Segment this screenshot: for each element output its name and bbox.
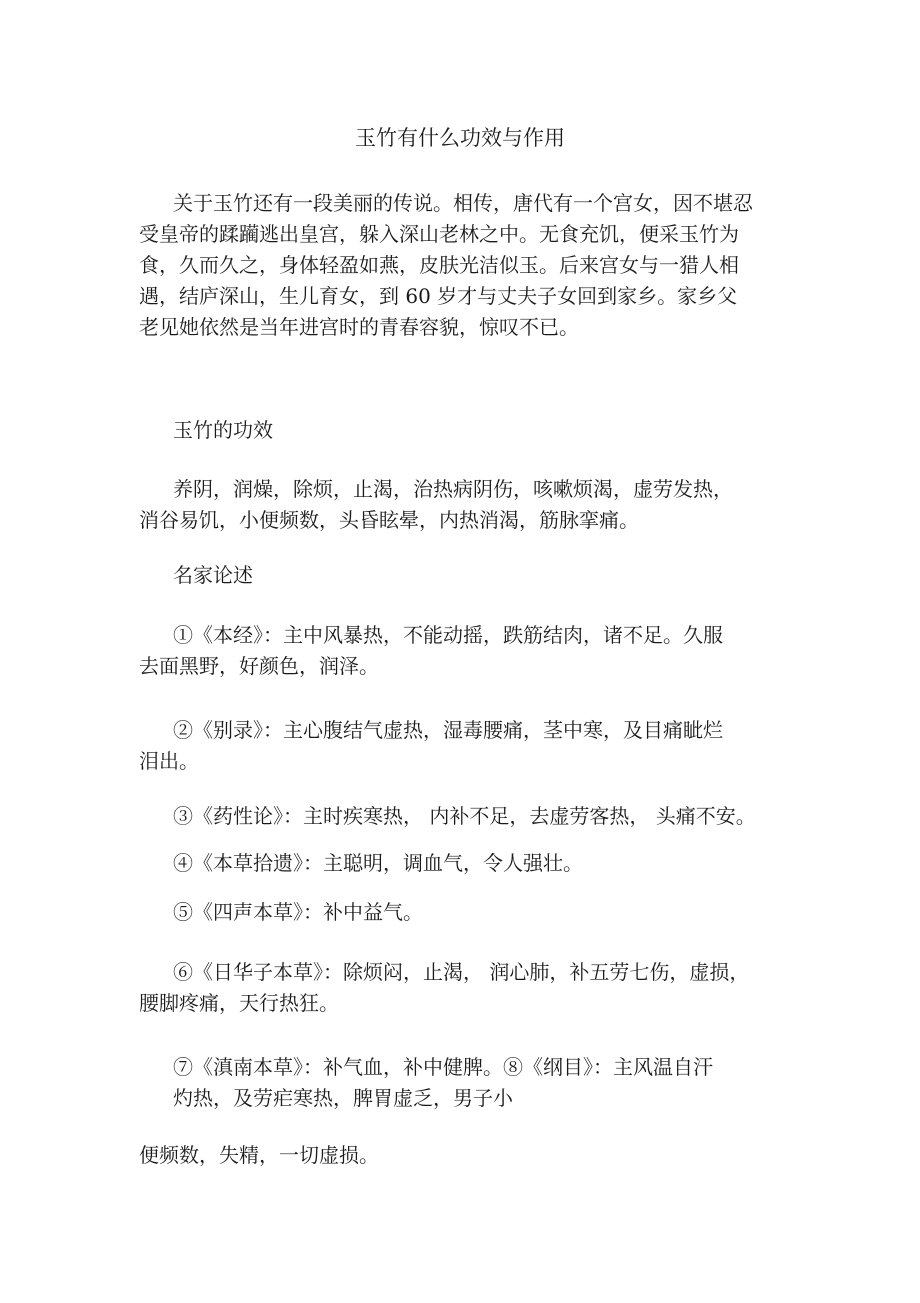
- quote-line: 便频数，失精，一切虚损。: [139, 1143, 379, 1167]
- quote-line: 泪出。: [139, 749, 199, 773]
- paragraph-line: 老见她依然是当年进宫时的青春容貌，惊叹不已。: [139, 315, 579, 339]
- quote-line: ⑦《滇南本草》：补气血，补中健脾。⑧《纲目》：主风温自汗: [173, 1055, 713, 1079]
- paragraph-line: 受皇帝的蹂躏逃出皇宫，躲入深山老林之中。无食充饥，便采玉竹为: [139, 222, 739, 246]
- quote-line: ③《药性论》：主时疾寒热， 内补不足，去虚劳客热， 头痛不安。: [173, 804, 756, 828]
- quote-line: 去面黑野，好颜色，润泽。: [139, 654, 379, 678]
- efficacy-paragraph: [139, 474, 779, 536]
- quote-line: ⑥《日华子本草》：除烦闷，止渴， 润心肺，补五劳七伤，虚损，: [173, 960, 750, 984]
- efficacy-heading: 玉竹的功效: [173, 418, 273, 442]
- quotes-heading: 名家论述: [173, 563, 253, 587]
- quote-line: 灼热，及劳疟寒热，脾胃虚乏，男子小: [173, 1086, 513, 1110]
- quote-item: [139, 715, 779, 777]
- quote-line: ⑤《四声本草》：补中益气。: [173, 900, 423, 924]
- quote-line: ④《本草拾遗》：主聪明，调血气，令人强壮。: [173, 851, 583, 875]
- quote-item: [139, 620, 779, 682]
- quote-line: ②《别录》：主心腹结气虚热，湿毒腰痛，茎中寒，及目痛眦烂: [173, 718, 723, 742]
- paragraph-line: 关于玉竹还有一段美丽的传说。相传，唐代有一个宫女，因不堪忍: [173, 191, 753, 215]
- quote-line: ①《本经》：主中风暴热，不能动摇，跌筋结肉，诸不足。久服: [173, 623, 723, 647]
- intro-paragraph: [139, 188, 779, 343]
- paragraph-line: 遇，结庐深山，生儿育女，到 60 岁才与丈夫子女回到家乡。家乡父: [139, 284, 738, 308]
- page-title: 玉竹有什么功效与作用: [355, 126, 565, 150]
- quote-item: [139, 1052, 779, 1114]
- quote-item: [139, 957, 779, 1019]
- quote-line: 腰脚疼痛，天行热狂。: [139, 991, 339, 1015]
- paragraph-line: 食，久而久之，身体轻盈如燕，皮肤光洁似玉。后来宫女与一猎人相: [139, 253, 739, 277]
- quote-item: [139, 1140, 779, 1171]
- quote-item: [139, 897, 779, 928]
- quote-item: [139, 801, 779, 832]
- paragraph-line: 养阴，润燥，除烦，止渴，治热病阴伤，咳嗽烦渴，虚劳发热，: [173, 477, 733, 501]
- quote-item: [139, 848, 779, 879]
- paragraph-line: 消谷易饥，小便频数，头昏眩晕，内热消渴，筋脉挛痛。: [139, 508, 639, 532]
